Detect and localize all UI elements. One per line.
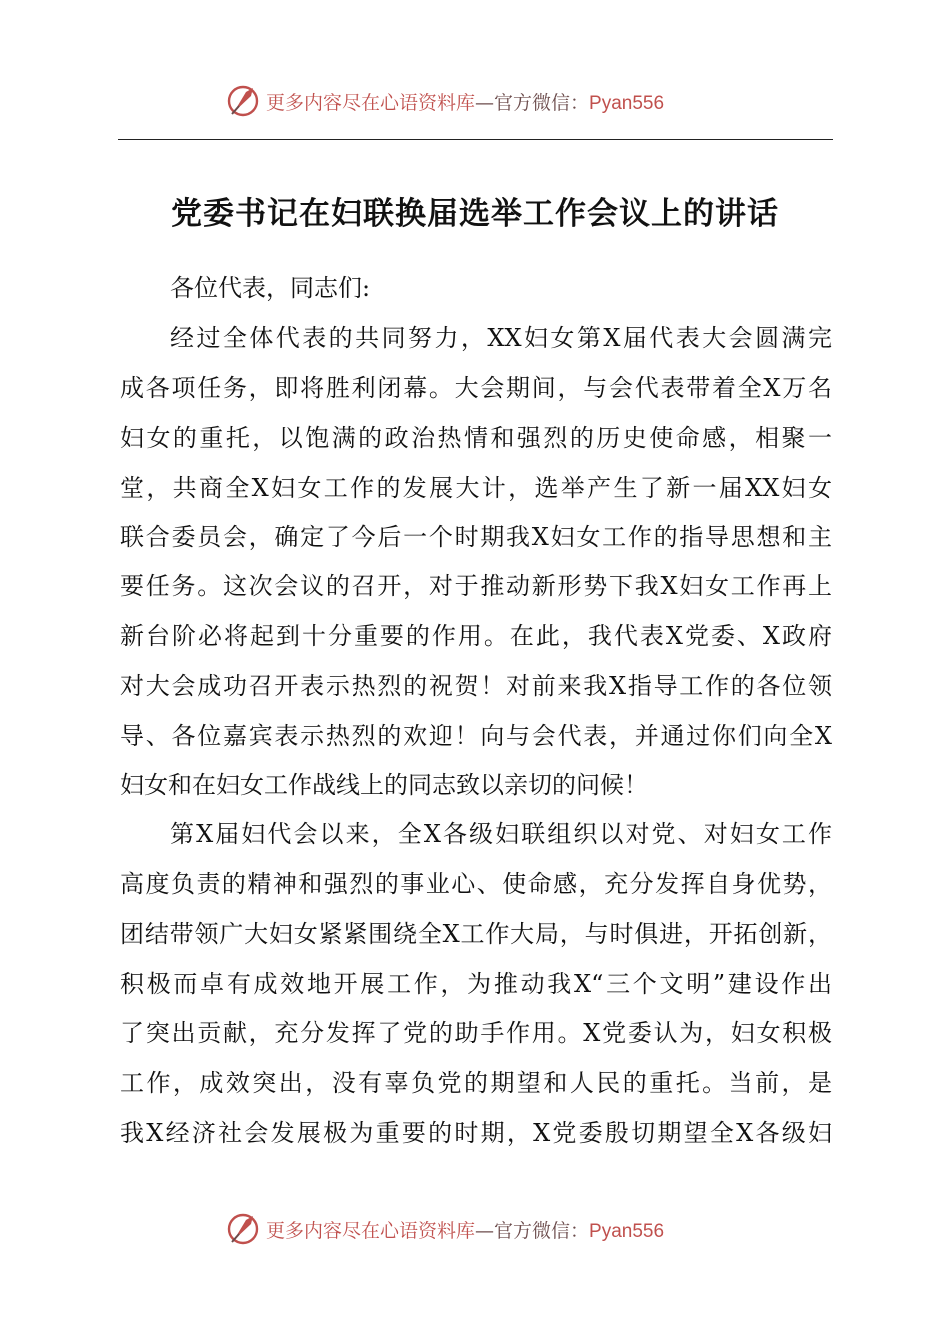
header-divider <box>118 139 833 140</box>
watermark-wechat-label: —官方微信： <box>475 1220 590 1242</box>
watermark-site-name: 更多内容尽在心语资料库 <box>266 92 476 114</box>
body-line: 我X经济社会发展极为重要的时期，X党委殷切期望全X各级妇 <box>120 1119 832 1147</box>
watermark-wechat-id: Pyan556 <box>589 1221 665 1242</box>
watermark-wechat-id: Pyan556 <box>589 93 665 114</box>
body-line: 堂，共商全X妇女工作的发展大计，选举产生了新一届XX妇女 <box>120 474 832 502</box>
footer-watermark-banner <box>0 1210 950 1250</box>
header-watermark-banner <box>0 82 950 122</box>
body-line: 联合委员会，确定了今后一个时期我X妇女工作的指导思想和主 <box>120 523 832 551</box>
body-line: 各位代表，同志们: <box>170 274 371 302</box>
watermark-wechat-label: —官方微信： <box>475 92 590 114</box>
body-line: 导、各位嘉宾表示热烈的欢迎！向与会代表，并通过你们向全X <box>120 722 832 750</box>
watermark-site-name: 更多内容尽在心语资料库 <box>266 1220 476 1242</box>
watermark-text <box>266 88 664 115</box>
pen-nib-logo-icon <box>226 82 262 118</box>
body-line: 工作，成效突出，没有辜负党的期望和人民的重托。当前，是 <box>120 1069 832 1097</box>
page-title: 党委书记在妇联换届选举工作会议上的讲话 <box>171 196 779 232</box>
body-line: 要任务。这次会议的召开，对于推动新形势下我X妇女工作再上 <box>120 572 832 600</box>
body-line: 妇女和在妇女工作战线上的同志致以亲切的问候！ <box>120 771 648 799</box>
body-line: 经过全体代表的共同努力，XX妇女第X届代表大会圆满完 <box>170 324 832 352</box>
body-line: 妇女的重托，以饱满的政治热情和强烈的历史使命感，相聚一 <box>120 424 832 452</box>
body-line: 新台阶必将起到十分重要的作用。在此，我代表X党委、X政府 <box>120 622 832 650</box>
body-line: 成各项任务，即将胜利闭幕。大会期间，与会代表带着全X万名 <box>120 374 832 402</box>
body-line: 团结带领广大妇女紧紧围绕全X工作大局，与时俱进，开拓创新， <box>120 920 832 948</box>
body-line: 对大会成功召开表示热烈的祝贺！对前来我X指导工作的各位领 <box>120 672 832 700</box>
watermark-text <box>266 1216 664 1243</box>
body-line: 第X届妇代会以来，全X各级妇联组织以对党、对妇女工作 <box>170 820 832 848</box>
body-line: 了突出贡献，充分发挥了党的助手作用。X党委认为，妇女积极 <box>120 1019 832 1047</box>
body-line: 积极而卓有成效地开展工作，为推动我X“三个文明”建设作出 <box>120 970 832 998</box>
pen-nib-logo-icon <box>226 1210 262 1246</box>
body-line: 高度负责的精神和强烈的事业心、使命感，充分发挥自身优势， <box>120 870 832 898</box>
